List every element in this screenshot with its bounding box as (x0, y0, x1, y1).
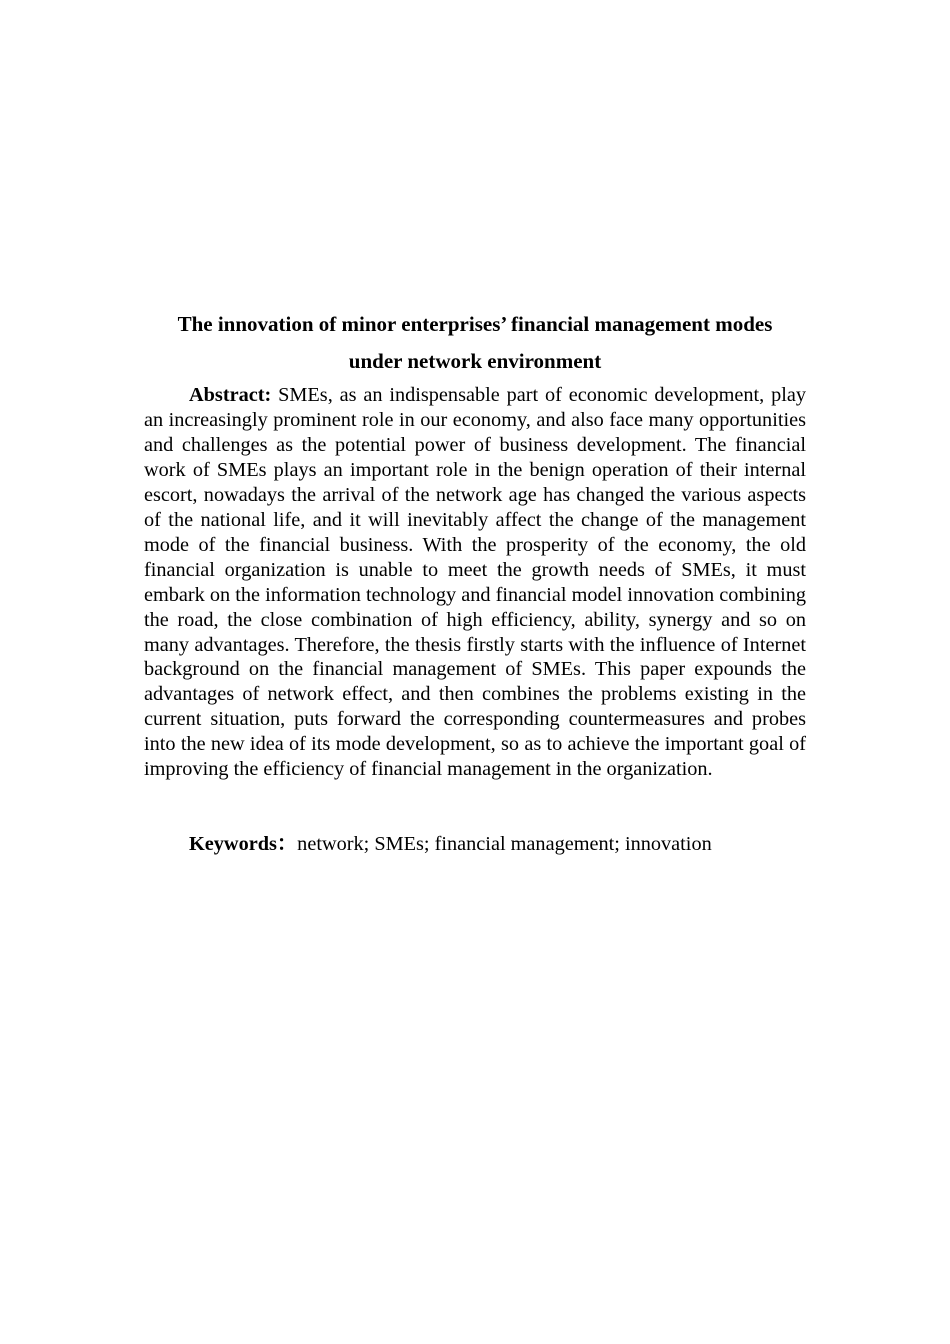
title-line-2: under network environment (348, 349, 602, 373)
abstract-label: Abstract: (189, 384, 272, 406)
title-line-1: The innovation of minor enterprises’ financial management modes (177, 312, 773, 336)
abstract-paragraph (144, 383, 806, 782)
abstract-text: SMEs, as an indispensable part of economic development, play an increasingly prominent role in our economy, and also face many opportunities and challenges as the potential power of business development. The financial work of SMEs plays an important role in the benign operation of their internal escort, nowadays the arrival of the network age has changed the various aspects of the national life, and it will inevitably affect the change of the management mode of the financial business. With the prosperity of the economy, the old financial organization is unable to meet the growth needs of SMEs, it must embark on the information technology and financial model innovation combining the road, the close combination of high efficiency, ability, synergy and so on many advantages. Therefore, the thesis firstly starts with the influence of Internet background on the financial management of SMEs. This paper expounds the advantages of network effect, and then combines the problems existing in the current situation, puts forward the corresponding countermeasures and probes into the new idea of its mode development, so as to achieve the important goal of improving the efficiency of financial management in the organization. (144, 384, 806, 781)
paper-title (144, 306, 806, 380)
keywords-paragraph (144, 832, 806, 857)
keywords-label: Keywords： (189, 833, 298, 855)
keywords-text: network; SMEs; financial management; innovation (297, 833, 712, 855)
